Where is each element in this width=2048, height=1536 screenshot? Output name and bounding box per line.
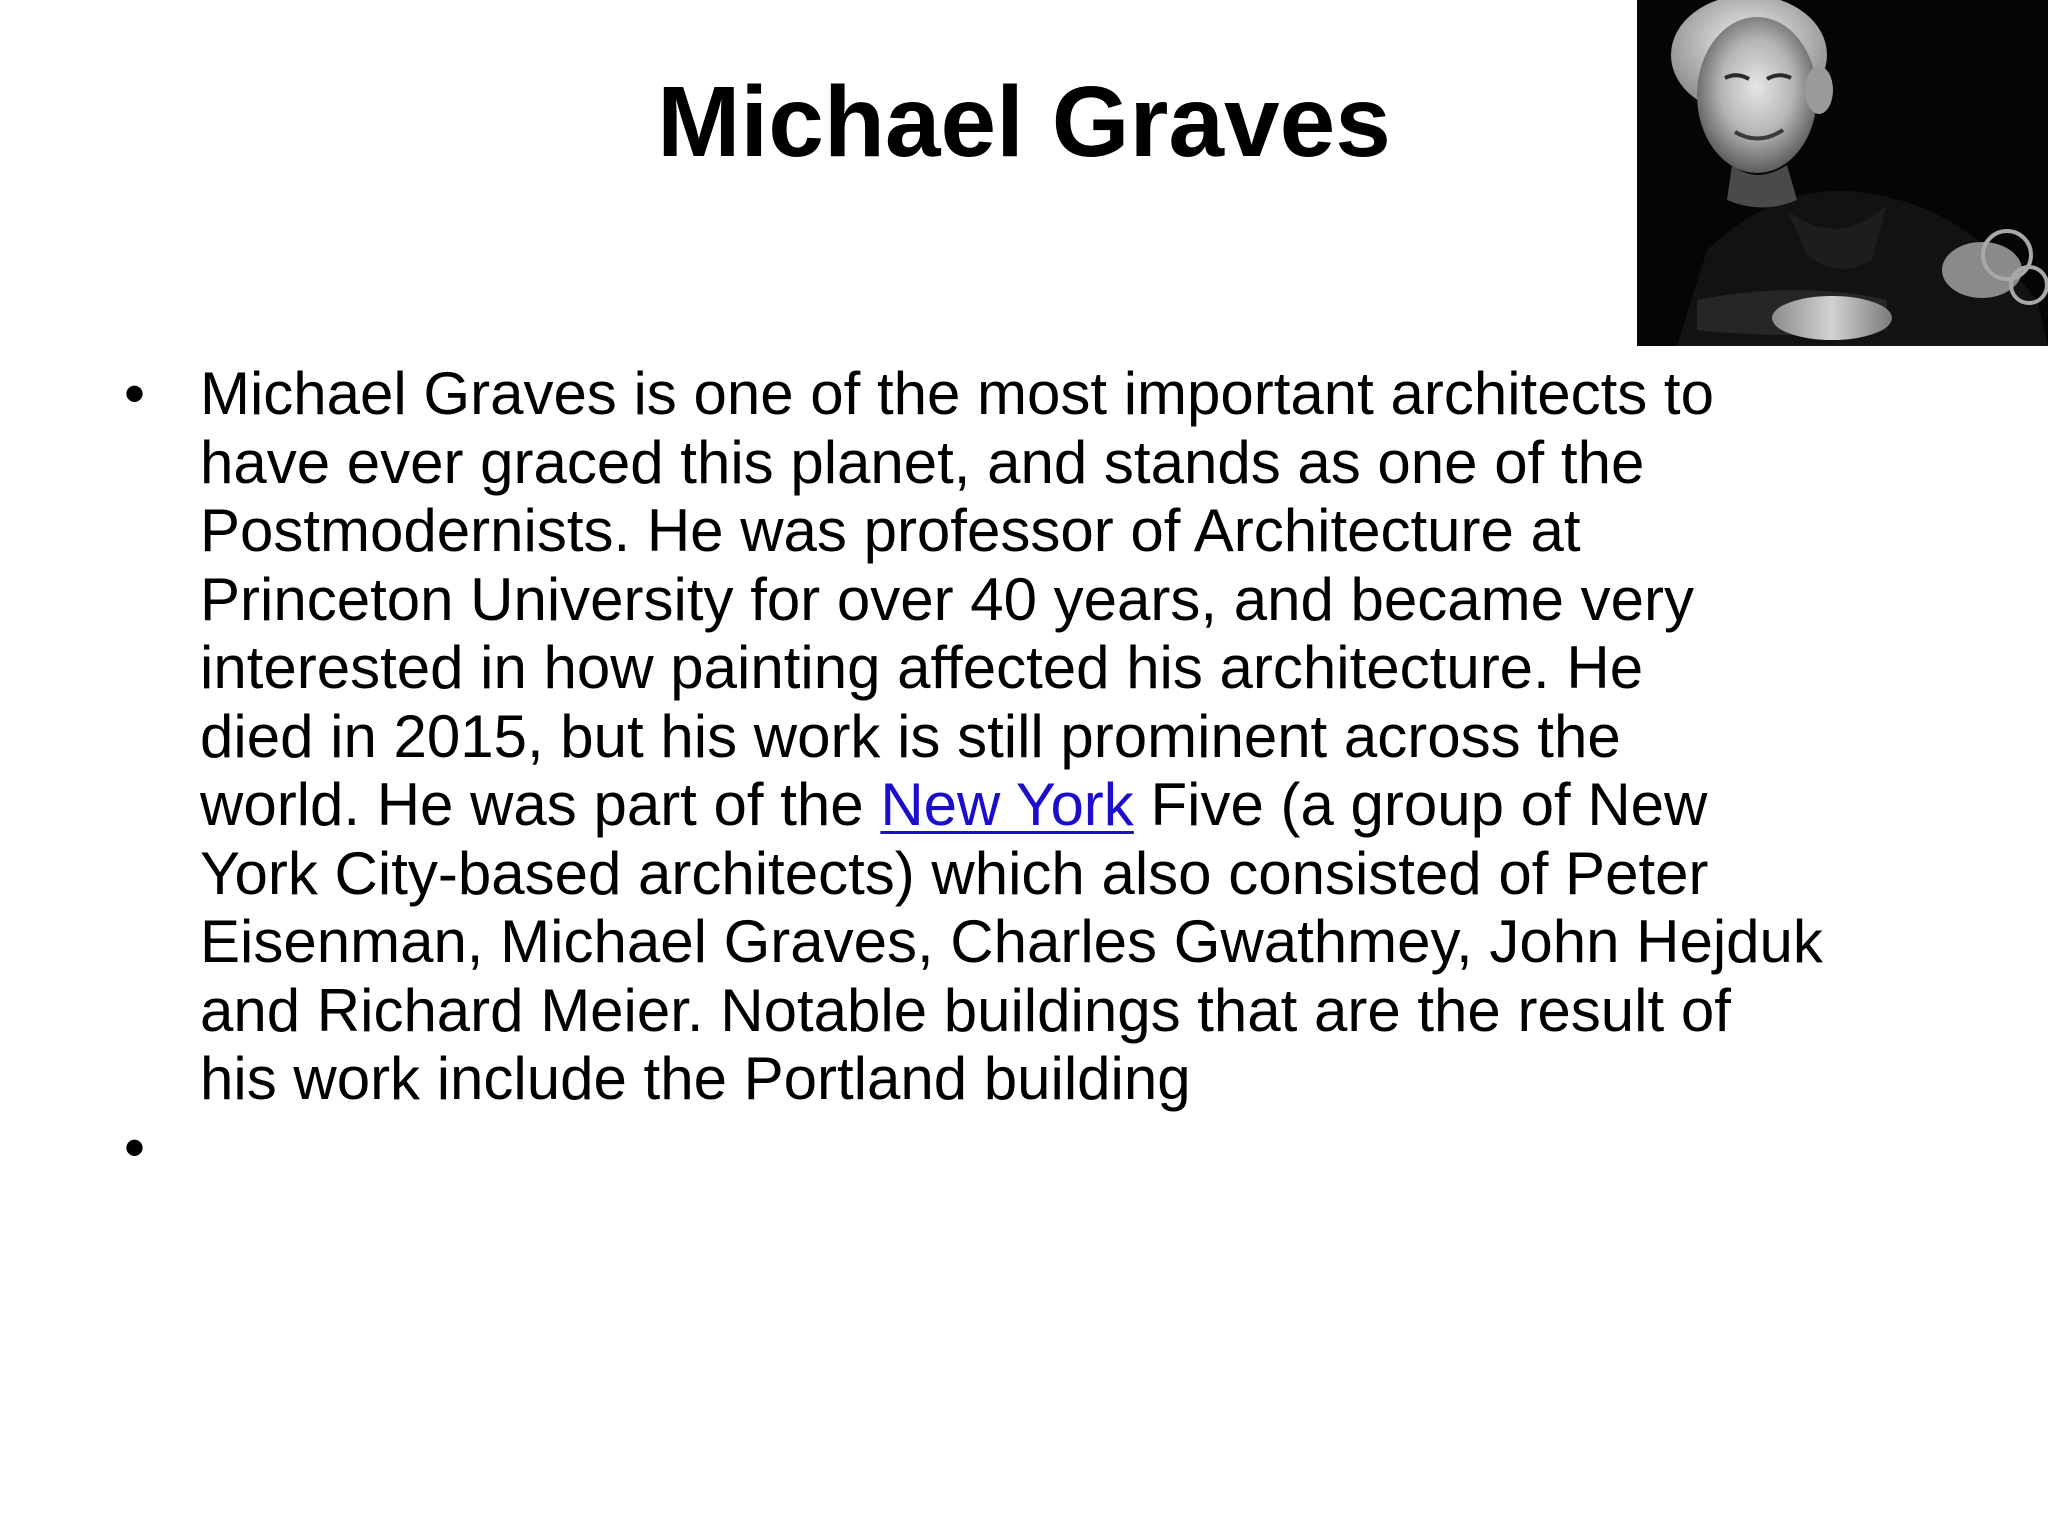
person-portrait-icon [1637, 0, 2048, 346]
portrait-image [1637, 0, 2048, 346]
bullet-item [120, 360, 1940, 1114]
text-segment: world. He was part of the [200, 771, 881, 838]
bullet-marker: • [124, 360, 146, 427]
text-line: died in 2015, but his work is still prominent across the [200, 702, 1621, 770]
text-line: Eisenman, Michael Graves, Charles Gwathmey, John Hejduk [200, 908, 1823, 975]
text-line-with-link [200, 771, 1940, 840]
slide-title: Michael Graves [657, 66, 1391, 178]
text-segment: Five (a group of New [1133, 771, 1708, 838]
bullet-text [200, 360, 1940, 1114]
text-line: interested in how painting affected his architecture. He [200, 634, 1644, 701]
text-line: and Richard Meier. Notable buildings that are the result of [200, 976, 1731, 1044]
new-york-link[interactable]: New York [880, 771, 1134, 838]
bullet-item-empty [120, 1114, 1940, 1183]
text-line: have ever graced this planet, and stands as one of the [200, 428, 1645, 496]
bullet-list [120, 360, 1940, 1182]
text-line: Princeton University for over 40 years, and became very [200, 565, 1694, 633]
text-line: Michael Graves is one of the most important architects to [200, 360, 1714, 427]
text-line: Postmodernists. He was professor of Architecture at [200, 497, 1581, 564]
text-line: his work include the Portland building [200, 1045, 1191, 1112]
text-line: York City-based architects) which also consisted of Peter [200, 839, 1709, 907]
bullet-marker: • [124, 1113, 146, 1181]
